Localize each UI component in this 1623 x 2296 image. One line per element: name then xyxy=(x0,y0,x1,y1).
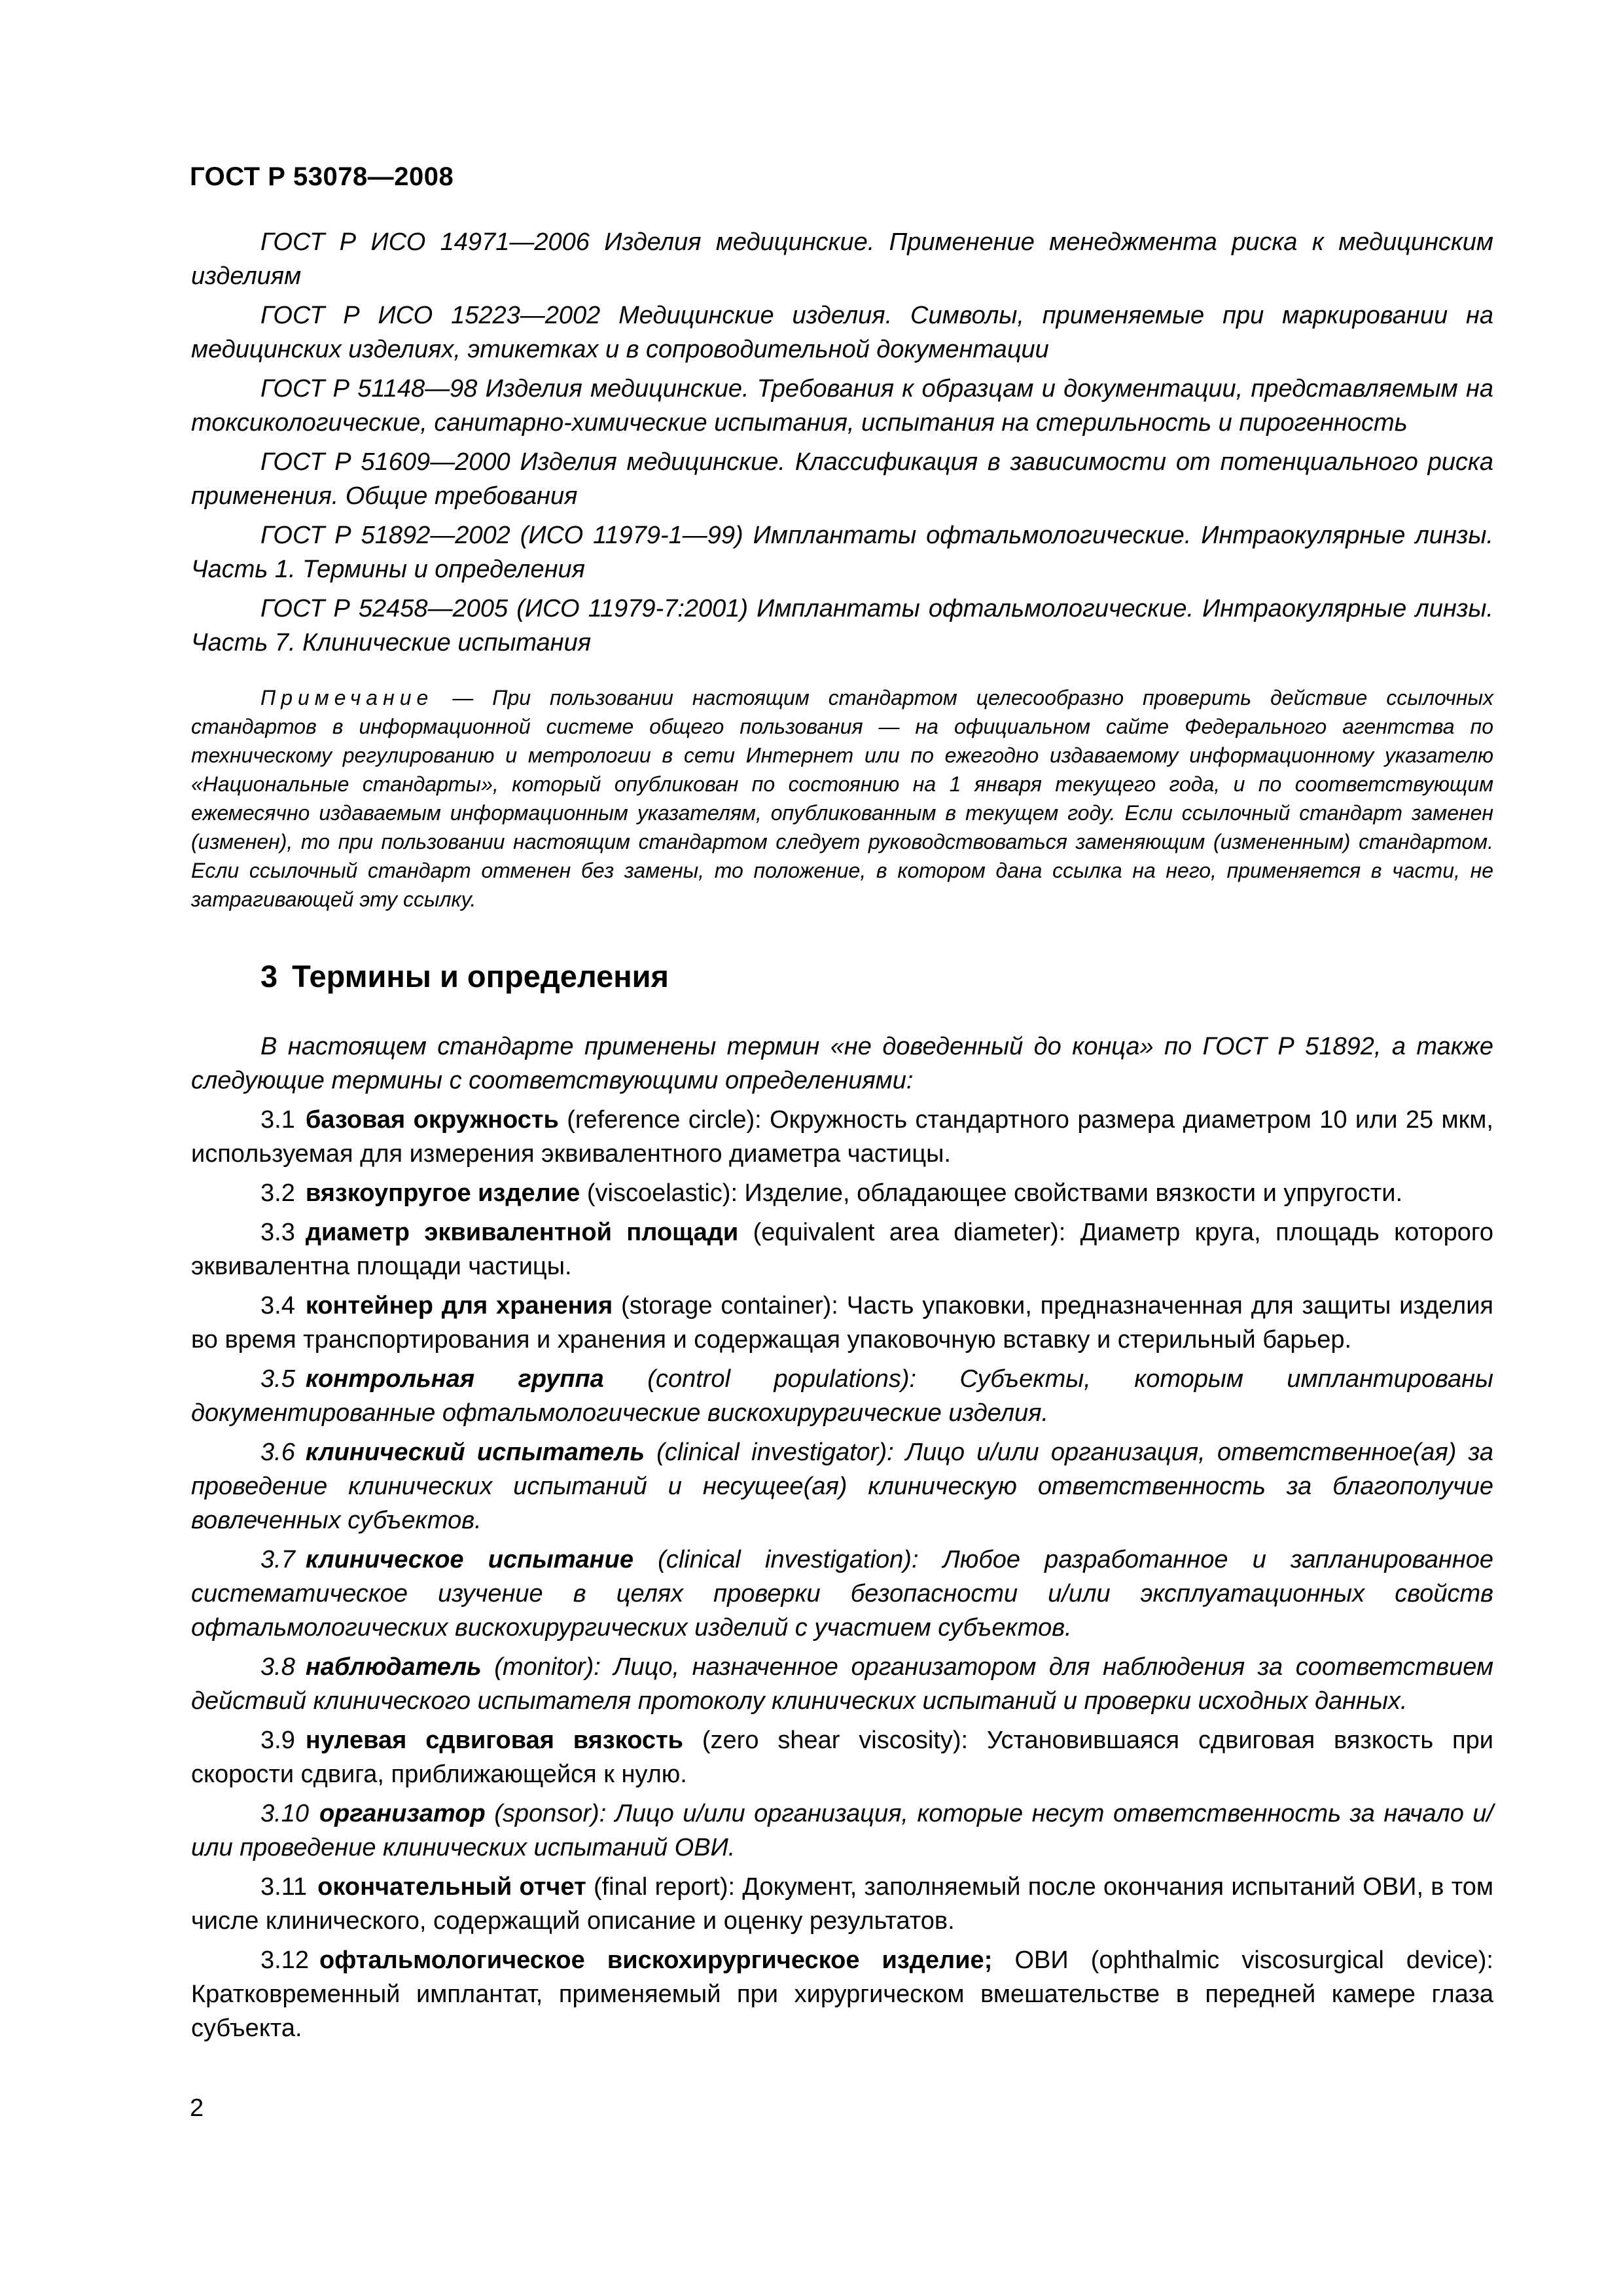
term-text: ОВИ (ophthalmic viscosurgical device): Кратковременный имплантат, применяемый при хирургическом вмешательстве в передней камере глаза субъекта. xyxy=(191,1946,1493,2042)
term-number: 3.8 xyxy=(260,1653,295,1681)
reference-item: ГОСТ Р 52458—2005 (ИСО 11979-7:2001) Имплантаты офтальмологические. Интраокулярные линзы. Часть 7. Клинические испытания xyxy=(191,595,1493,656)
term-name: окончательный отчет xyxy=(317,1873,586,1901)
document-header: ГОСТ Р 53078—2008 xyxy=(190,162,454,191)
term-text: (reference circle): Окружность стандартного размера диаметром 10 или 25 мкм, используемая для измерения эквивалентного диаметра частицы. xyxy=(191,1106,1493,1168)
term-number: 3.4 xyxy=(260,1292,295,1319)
term-number: 3.5 xyxy=(260,1365,295,1393)
term-number: 3.3 xyxy=(260,1219,295,1246)
term-name: нулевая сдвиговая вязкость xyxy=(305,1727,684,1754)
term-number: 3.10 xyxy=(260,1800,309,1827)
reference-item: ГОСТ Р 51148—98 Изделия медицинские. Требования к образцам и документации, представляемым на токсикологические, санитарно-химические испытания, испытания на стерильность и пирогенность xyxy=(191,375,1493,437)
note xyxy=(191,683,1493,914)
term-definition xyxy=(191,1797,1493,1865)
section-number: 3 xyxy=(260,959,278,994)
term-name: контейнер для хранения xyxy=(305,1292,613,1319)
term-number: 3.12 xyxy=(260,1946,309,1974)
term-definition xyxy=(191,1723,1493,1791)
term-text: (monitor): Лицо, назначенное организатором для наблюдения за соответствием действий клинического испытателя протоколу клинических испытаний и проверки исходных данных. xyxy=(191,1653,1494,1715)
page-content xyxy=(191,225,1493,2051)
reference-item: ГОСТ Р ИСО 15223—2002 Медицинские изделия. Символы, применяемые при маркировании на медицинских изделиях, этикетках и в сопроводительной документации xyxy=(191,302,1493,363)
note-label: Примечание xyxy=(260,686,434,709)
term-name: клиническое испытание xyxy=(305,1546,633,1573)
term-text: (zero shear viscosity): Установившаяся сдвиговая вязкость при скорости сдвига, приближающейся к нулю. xyxy=(191,1727,1493,1788)
term-definition xyxy=(191,1435,1493,1537)
term-name: наблюдатель xyxy=(305,1653,482,1681)
term-text: (storage container): Часть упаковки, предназначенная для защиты изделия во время транспортирования и хранения и содержащая упаковочную вставку и стерильный барьер. xyxy=(191,1292,1494,1354)
reference-item: ГОСТ Р 51609—2000 Изделия медицинские. Классификация в зависимости от потенциального риска применения. Общие требования xyxy=(191,448,1493,510)
term-definition xyxy=(191,1650,1493,1718)
section-heading xyxy=(191,958,1493,994)
section-title: Термины и определения xyxy=(292,959,669,994)
term-definition xyxy=(191,1870,1493,1938)
term-definition xyxy=(191,1543,1493,1645)
term-definition xyxy=(191,1362,1493,1430)
term-definition xyxy=(191,1103,1493,1171)
term-number: 3.2 xyxy=(260,1179,295,1207)
term-name: диаметр эквивалентной площади xyxy=(305,1219,739,1246)
term-text: (equivalent area diameter): Диаметр круга, площадь которого эквивалентна площади частицы. xyxy=(191,1219,1493,1280)
term-definition xyxy=(191,1289,1493,1357)
term-text: (final report): Документ, заполняемый после окончания испытаний ОВИ, в том числе клинического, содержащий описание и оценку результатов. xyxy=(191,1873,1493,1935)
term-text: (viscoelastic): Изделие, обладающее свойствами вязкости и упругости. xyxy=(586,1179,1402,1207)
term-text: (sponsor): Лицо и/или организация, которые несут ответственность за начало и/или проведение клинических испытаний ОВИ. xyxy=(191,1800,1493,1861)
term-name: контрольная группа xyxy=(305,1365,604,1393)
term-text: (clinical investigation): Любое разработанное и запланированное систематическое изучение в целях проверки безопасности и/или эксплуатационных свойств офтальмологических вискохирургических изделий с участием субъектов. xyxy=(191,1546,1493,1641)
term-number: 3.7 xyxy=(260,1546,295,1573)
term-name: вязкоупругое изделие xyxy=(305,1179,580,1207)
term-definition xyxy=(191,1215,1493,1283)
term-name: организатор xyxy=(319,1800,486,1827)
term-name: офтальмологическое вискохирургическое изделие; xyxy=(319,1946,993,1974)
reference-item: ГОСТ Р 51892—2002 (ИСО 11979-1—99) Имплантаты офтальмологические. Интраокулярные линзы. Часть 1. Термины и определения xyxy=(191,522,1493,583)
note-text: — При пользовании настоящим стандартом целесообразно проверить действие ссылочных стандартов в информационной системе общего пользования — на официальном сайте Федерального агентства по техническому регулированию и метрологии в сети Интернет или по ежегодно издаваемому информационному указателю «Национальные стандарты», который опубликован по состоянию на 1 января текущего года, и по соответствующим ежемесячно издаваемым информационным указателям, опубликованным в текущем году. Если ссылочный стандарт заменен (изменен), то при пользовании настоящим стандартом следует руководствоваться заменяющим (измененным) стандартом. Если ссылочный стандарт отменен без замены, то положение, в котором дана ссылка на него, применяется в части, не затрагивающей эту ссылку. xyxy=(191,686,1494,911)
page-number: 2 xyxy=(190,2094,204,2122)
reference-item: ГОСТ Р ИСО 14971—2006 Изделия медицинские. Применение менеджмента риска к медицинским изделиям xyxy=(191,228,1493,290)
term-definition xyxy=(191,1943,1493,2045)
section-intro: В настоящем стандарте применены термин «не доведенный до конца» по ГОСТ Р 51892, а также следующие термины с соответствующими определениями: xyxy=(191,1033,1493,1094)
term-number: 3.9 xyxy=(260,1727,295,1754)
term-number: 3.6 xyxy=(260,1439,295,1466)
term-text: (control populations): Субъекты, которым имплантированы документированные офтальмологические вискохирургические изделия. xyxy=(191,1365,1493,1427)
term-number: 3.11 xyxy=(260,1873,308,1901)
term-text: (clinical investigator): Лицо и/или организация, ответственное(ая) за проведение клинических испытаний и несущее(ая) клиническую ответственность за благополучие вовлеченных субъектов. xyxy=(191,1439,1493,1534)
term-name: клинический испытатель xyxy=(305,1439,645,1466)
term-name: базовая окружность xyxy=(305,1106,559,1134)
term-definition xyxy=(191,1176,1493,1210)
term-number: 3.1 xyxy=(260,1106,295,1134)
